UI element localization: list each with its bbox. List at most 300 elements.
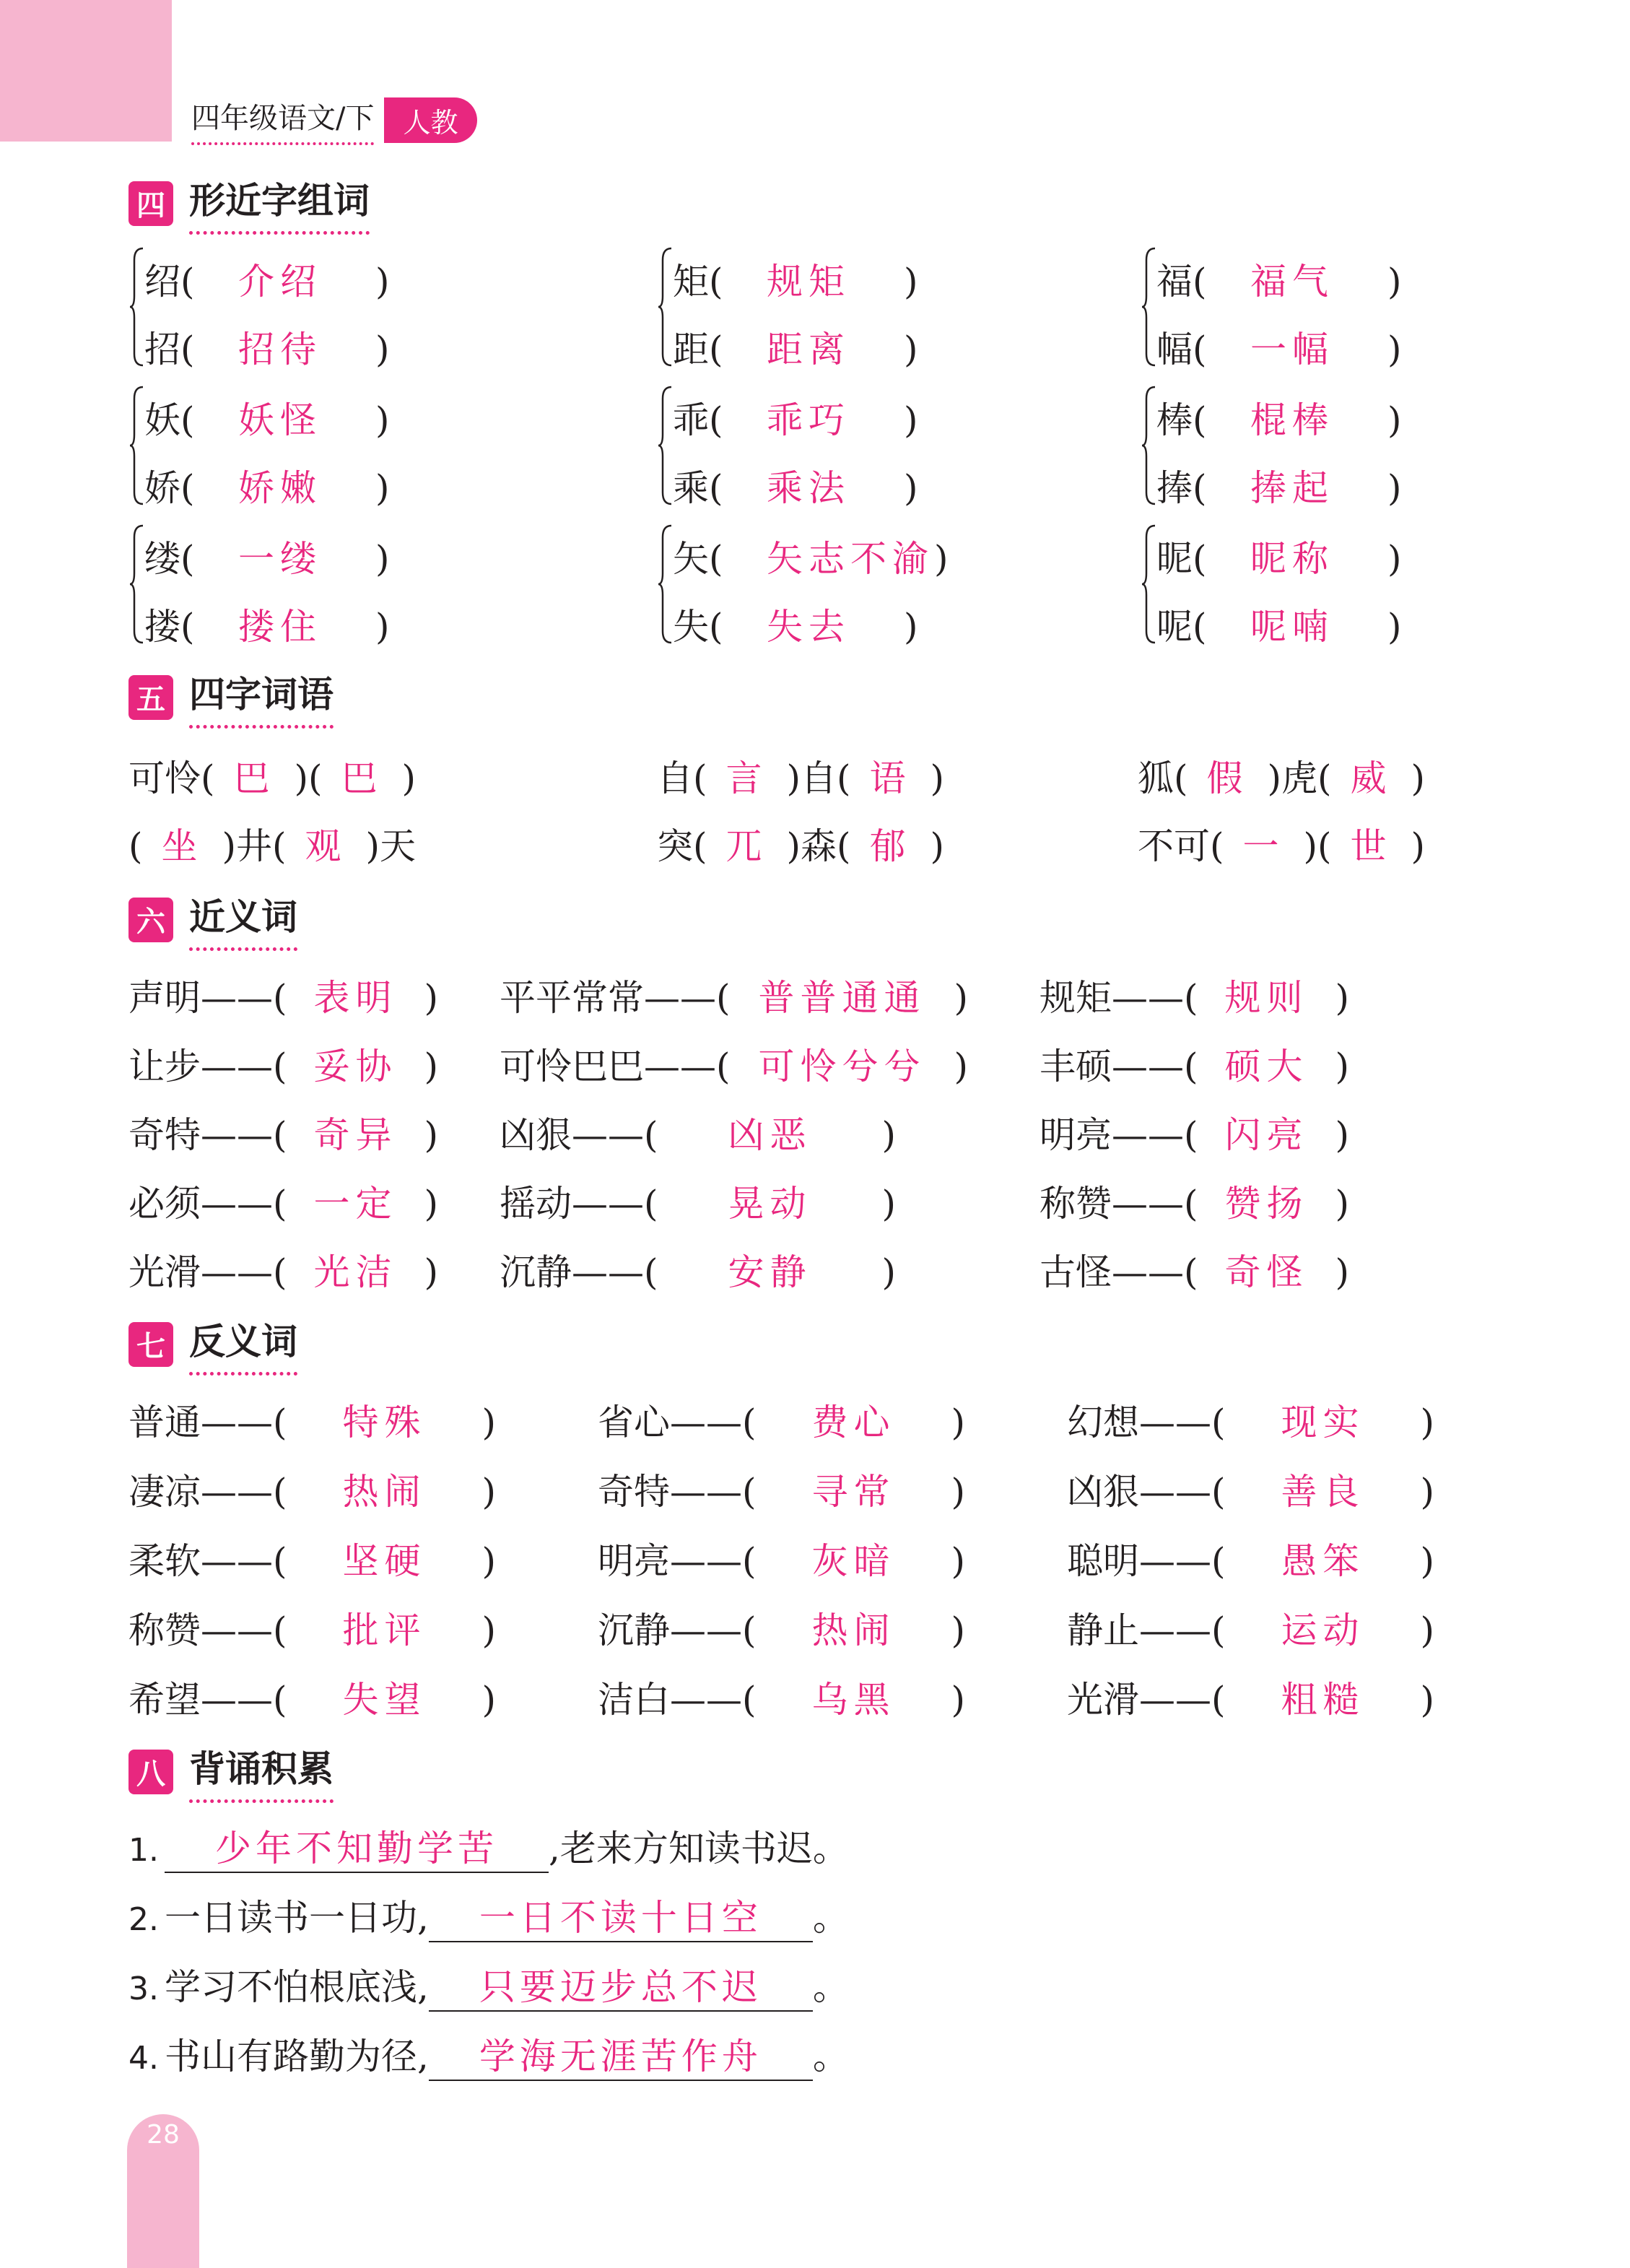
dash: —— [201, 1046, 273, 1087]
answer: 语 [869, 757, 912, 799]
word-pair [128, 1394, 496, 1446]
close-paren: ) [481, 1471, 497, 1513]
dash: —— [644, 1046, 716, 1087]
word-pair [128, 1243, 438, 1295]
answer: 奇怪 [1224, 1251, 1309, 1293]
open-paren: ( [742, 1679, 757, 1721]
answer: 乌黑 [811, 1679, 896, 1721]
dash: —— [201, 1183, 273, 1225]
word-pair [1067, 1602, 1434, 1654]
answer: 凶恶 [728, 1114, 812, 1156]
answer: 娇嫩 [238, 467, 322, 509]
open-paren: ( [1193, 399, 1207, 441]
answer-blank: 学海无涯苦作舟 [429, 2028, 813, 2081]
sentence-text: 书山有路勤为径, [164, 2035, 429, 2077]
answer: 闪亮 [1224, 1114, 1309, 1156]
section-6-title [128, 888, 297, 951]
base-char: 招 [144, 329, 180, 370]
idiom-text: ) [401, 757, 417, 799]
brace-icon [1141, 246, 1156, 368]
open-paren: ( [742, 1609, 757, 1651]
pair-line [144, 598, 390, 650]
open-paren: ( [180, 538, 195, 580]
section-5-number: 五 [128, 675, 173, 720]
answer: 一缕 [238, 538, 322, 580]
base-char: 距 [673, 329, 709, 370]
word-group [1141, 384, 1588, 521]
dash: —— [572, 1183, 644, 1225]
answer: 晃动 [728, 1183, 812, 1225]
dash: —— [201, 1679, 273, 1721]
section-6-number: 六 [128, 898, 173, 942]
base-char: 幅 [1156, 329, 1193, 370]
idiom-text: 自( [657, 757, 707, 799]
answer: 妥协 [313, 1046, 398, 1087]
dash: —— [1112, 1251, 1184, 1293]
close-paren: ) [904, 261, 918, 303]
pair-line [1156, 598, 1402, 650]
word-pair [1067, 1394, 1434, 1446]
base-char: 妖 [144, 399, 180, 441]
word-pair [500, 969, 968, 1021]
item-number: 1. [128, 1832, 159, 1869]
word-pair [500, 1243, 896, 1295]
item-number: 4. [128, 2040, 159, 2077]
open-paren: ( [1211, 1402, 1226, 1443]
pair-line [673, 598, 918, 650]
answer: 言 [725, 757, 768, 799]
answer: 一 [1242, 825, 1285, 867]
base-char: 缕 [144, 538, 180, 580]
recite-item [128, 1889, 849, 1942]
word: 声明 [128, 977, 201, 1019]
answer: 愚笨 [1281, 1540, 1365, 1582]
dash: —— [1112, 1183, 1184, 1225]
answer: 赞扬 [1224, 1183, 1309, 1225]
close-paren: ) [1387, 329, 1402, 370]
open-paren: ( [1211, 1540, 1226, 1582]
answer: 介绍 [238, 261, 322, 303]
open-paren: ( [1184, 977, 1198, 1019]
dash: —— [670, 1609, 742, 1651]
answer: 妖怪 [238, 399, 322, 441]
close-paren: ) [1420, 1471, 1435, 1513]
idiom-item [128, 750, 416, 801]
word-pair [128, 1106, 438, 1158]
idiom-text: )天 [365, 825, 417, 867]
dash: —— [1112, 977, 1184, 1019]
word: 凶狠 [500, 1114, 572, 1156]
brace-icon [657, 523, 673, 646]
open-paren: ( [273, 1251, 287, 1293]
answer: 搂住 [238, 606, 322, 648]
word-pair [1040, 969, 1349, 1021]
brace-icon [1141, 384, 1156, 507]
close-paren: ) [481, 1609, 497, 1651]
answer: 矢志不渝 [767, 538, 934, 580]
answer: 规则 [1224, 977, 1309, 1019]
open-paren: ( [709, 329, 723, 370]
recite-item [128, 2028, 849, 2081]
answer: 寻常 [811, 1471, 896, 1513]
dash: —— [572, 1251, 644, 1293]
word: 奇特 [598, 1471, 670, 1513]
word-group [128, 246, 576, 383]
open-paren: ( [644, 1251, 658, 1293]
recite-item [128, 1958, 849, 2012]
dash: —— [572, 1114, 644, 1156]
answer: 巴 [233, 757, 276, 799]
open-paren: ( [716, 977, 731, 1019]
answer: 硕大 [1224, 1046, 1309, 1087]
answer: 福气 [1250, 261, 1334, 303]
brace-icon [657, 246, 673, 368]
base-char: 棒 [1156, 399, 1193, 441]
answer: 可怜兮兮 [758, 1046, 926, 1087]
word-pair [1040, 1038, 1349, 1090]
close-paren: ) [1335, 1183, 1350, 1225]
answer-blank: 少年不知勤学苦 [165, 1820, 549, 1873]
close-paren: ) [375, 261, 390, 303]
word: 奇特 [128, 1114, 201, 1156]
answer: 善良 [1281, 1471, 1365, 1513]
open-paren: ( [1193, 538, 1207, 580]
close-paren: ) [904, 329, 918, 370]
base-char: 捧 [1156, 467, 1193, 509]
answer: 假 [1206, 757, 1249, 799]
answer: 运动 [1281, 1609, 1365, 1651]
word-pair [500, 1106, 896, 1158]
close-paren: ) [1335, 1251, 1350, 1293]
dash: —— [1112, 1114, 1184, 1156]
section-7-label: 反义词 [189, 1313, 297, 1376]
pair-line [144, 391, 390, 443]
word: 光滑 [128, 1251, 201, 1293]
word-pair [500, 1038, 968, 1090]
close-paren: ) [881, 1251, 897, 1293]
open-paren: ( [180, 399, 195, 441]
answer: 乖巧 [767, 399, 850, 441]
word: 摇动 [500, 1183, 572, 1225]
word-pair [128, 1175, 438, 1227]
answer: 粗糙 [1281, 1679, 1365, 1721]
idiom-text: ( [128, 825, 143, 867]
word-pair [1040, 1175, 1349, 1227]
answer: 坚硬 [342, 1540, 427, 1582]
close-paren: ) [424, 1183, 439, 1225]
dash: —— [670, 1679, 742, 1721]
close-paren: ) [481, 1402, 497, 1443]
word-group [1141, 246, 1588, 383]
open-paren: ( [644, 1183, 658, 1225]
open-paren: ( [1193, 329, 1207, 370]
word-group [657, 246, 1104, 383]
pair-line [1156, 321, 1402, 373]
open-paren: ( [180, 261, 195, 303]
open-paren: ( [709, 399, 723, 441]
word: 沉静 [598, 1609, 670, 1651]
item-number: 2. [128, 1901, 159, 1938]
open-paren: ( [1211, 1609, 1226, 1651]
sentence-text: 一日读书一日功, [164, 1897, 429, 1939]
word: 沉静 [500, 1251, 572, 1293]
close-paren: ) [1387, 399, 1402, 441]
base-char: 乘 [673, 467, 709, 509]
answer: 规矩 [767, 261, 850, 303]
base-char: 呢 [1156, 606, 1193, 648]
dash: —— [1139, 1471, 1211, 1513]
open-paren: ( [273, 1114, 287, 1156]
word-pair [1067, 1532, 1434, 1584]
close-paren: ) [951, 1679, 966, 1721]
grade-label: 四年级语文/下 [191, 95, 374, 145]
idiom-text: ) [930, 825, 945, 867]
open-paren: ( [1193, 606, 1207, 648]
dash: —— [1112, 1046, 1184, 1087]
dash: —— [670, 1540, 742, 1582]
section-8-number: 八 [128, 1750, 173, 1794]
close-paren: ) [904, 399, 918, 441]
section-6-label: 近义词 [189, 888, 297, 951]
answer: 呢喃 [1250, 606, 1334, 648]
idiom-item [1138, 817, 1425, 869]
close-paren: ) [481, 1679, 497, 1721]
word: 聪明 [1067, 1540, 1139, 1582]
close-paren: ) [375, 606, 390, 648]
idiom-item [657, 817, 944, 869]
answer: 光洁 [313, 1251, 398, 1293]
brace-icon [128, 523, 144, 646]
item-number: 3. [128, 1971, 159, 2007]
word-pair [598, 1532, 965, 1584]
sentence-text: 。 [812, 1966, 849, 2008]
close-paren: ) [375, 538, 390, 580]
section-4-label: 形近字组词 [189, 172, 370, 235]
answer: 巴 [341, 757, 383, 799]
word: 光滑 [1067, 1679, 1139, 1721]
answer: 棍棒 [1250, 399, 1334, 441]
answer: 热闹 [811, 1609, 896, 1651]
pair-line [144, 253, 390, 305]
dash: —— [1139, 1609, 1211, 1651]
open-paren: ( [1193, 467, 1207, 509]
section-8-label: 背诵积累 [189, 1740, 334, 1803]
dash: —— [201, 1114, 273, 1156]
open-paren: ( [273, 977, 287, 1019]
brace-icon [128, 246, 144, 368]
word-pair [500, 1175, 896, 1227]
idiom-text: ) [1411, 825, 1426, 867]
close-paren: ) [951, 1609, 966, 1651]
pair-line [1156, 391, 1402, 443]
word-group [1141, 523, 1588, 660]
word: 明亮 [1040, 1114, 1112, 1156]
word-pair [1067, 1671, 1434, 1723]
answer: 坐 [161, 825, 204, 867]
open-paren: ( [709, 606, 723, 648]
open-paren: ( [742, 1471, 757, 1513]
idiom-text: ) [1411, 757, 1426, 799]
idiom-text: 可怜( [128, 757, 215, 799]
open-paren: ( [716, 1046, 731, 1087]
open-paren: ( [709, 538, 723, 580]
word: 幻想 [1067, 1402, 1139, 1443]
open-paren: ( [273, 1183, 287, 1225]
word: 必须 [128, 1183, 201, 1225]
open-paren: ( [742, 1402, 757, 1443]
answer: 失望 [342, 1679, 427, 1721]
dash: —— [670, 1471, 742, 1513]
open-paren: ( [1184, 1114, 1198, 1156]
word-group [657, 384, 1104, 521]
brace-icon [1141, 523, 1156, 646]
word: 凄凉 [128, 1471, 201, 1513]
close-paren: ) [904, 606, 918, 648]
section-8-title [128, 1740, 334, 1803]
close-paren: ) [881, 1114, 897, 1156]
close-paren: ) [904, 467, 918, 509]
answer: 郁 [869, 825, 912, 867]
answer: 一定 [313, 1183, 398, 1225]
base-char: 搂 [144, 606, 180, 648]
sentence-text: ,老来方知读书迟。 [548, 1828, 849, 1869]
dash: —— [1139, 1402, 1211, 1443]
close-paren: ) [481, 1540, 497, 1582]
idiom-item [128, 817, 416, 869]
word: 柔软 [128, 1540, 201, 1582]
answer: 招待 [238, 329, 322, 370]
dash: —— [201, 1540, 273, 1582]
answer: 乘法 [767, 467, 850, 509]
word-pair [598, 1463, 965, 1515]
answer: 热闹 [342, 1471, 427, 1513]
open-paren: ( [1184, 1046, 1198, 1087]
edition-badge: 人教 [384, 97, 476, 143]
close-paren: ) [1387, 467, 1402, 509]
section-7-title [128, 1313, 297, 1376]
open-paren: ( [1184, 1251, 1198, 1293]
word-group [657, 523, 1104, 660]
idiom-text: 不可( [1138, 825, 1224, 867]
pair-line [673, 253, 918, 305]
word-group [128, 384, 576, 521]
close-paren: ) [951, 1471, 966, 1513]
word: 可怜巴巴 [500, 1046, 644, 1087]
answer: 批评 [342, 1609, 427, 1651]
pair-line [673, 321, 918, 373]
pair-line [144, 459, 390, 511]
idiom-text: )井( [222, 825, 287, 867]
answer: 威 [1350, 757, 1393, 799]
sentence-text: 学习不怕根底浅, [164, 1966, 429, 2008]
word-pair [1040, 1106, 1349, 1158]
word: 规矩 [1040, 977, 1112, 1019]
section-5-label: 四字词语 [189, 666, 334, 729]
close-paren: ) [1420, 1679, 1435, 1721]
open-paren: ( [180, 467, 195, 509]
idiom-text: )( [294, 757, 323, 799]
word-pair [598, 1394, 965, 1446]
pair-line [144, 530, 390, 582]
section-4-title [128, 172, 370, 235]
word: 平平常常 [500, 977, 644, 1019]
idiom-text: )自( [786, 757, 851, 799]
recite-item [128, 1820, 849, 1873]
answer: 特殊 [342, 1402, 427, 1443]
idiom-text: ) [930, 757, 945, 799]
idiom-item [657, 750, 944, 801]
idiom-item [1138, 750, 1425, 801]
word: 普通 [128, 1402, 201, 1443]
brace-icon [657, 384, 673, 507]
close-paren: ) [1387, 538, 1402, 580]
close-paren: ) [1420, 1402, 1435, 1443]
pair-line [144, 321, 390, 373]
base-char: 乖 [673, 399, 709, 441]
open-paren: ( [180, 606, 195, 648]
word-pair [128, 1038, 438, 1090]
close-paren: ) [1387, 261, 1402, 303]
open-paren: ( [273, 1679, 287, 1721]
dash: —— [1139, 1679, 1211, 1721]
close-paren: ) [951, 1402, 966, 1443]
base-char: 娇 [144, 467, 180, 509]
open-paren: ( [1211, 1471, 1226, 1513]
base-char: 昵 [1156, 538, 1193, 580]
word: 丰硕 [1040, 1046, 1112, 1087]
word: 古怪 [1040, 1251, 1112, 1293]
pair-line [1156, 253, 1402, 305]
dash: —— [201, 1251, 273, 1293]
idiom-text: 突( [657, 825, 707, 867]
close-paren: ) [424, 1046, 439, 1087]
base-char: 失 [673, 606, 709, 648]
open-paren: ( [273, 1402, 287, 1443]
answer: 距离 [767, 329, 850, 370]
section-4-number: 四 [128, 181, 173, 226]
open-paren: ( [273, 1540, 287, 1582]
word: 称赞 [1040, 1183, 1112, 1225]
close-paren: ) [1387, 606, 1402, 648]
corner-decoration [0, 0, 172, 142]
word-pair [128, 969, 438, 1021]
close-paren: ) [375, 329, 390, 370]
word: 让步 [128, 1046, 201, 1087]
word-pair [598, 1671, 965, 1723]
dash: —— [670, 1402, 742, 1443]
close-paren: ) [954, 977, 969, 1019]
page-header [191, 95, 477, 145]
close-paren: ) [424, 977, 439, 1019]
sentence-text: 。 [812, 2035, 849, 2077]
answer: 费心 [811, 1402, 896, 1443]
word: 省心 [598, 1402, 670, 1443]
answer: 灰暗 [811, 1540, 896, 1582]
dash: —— [201, 1609, 273, 1651]
base-char: 福 [1156, 261, 1193, 303]
word: 凶狠 [1067, 1471, 1139, 1513]
answer-blank: 一日不读十日空 [429, 1889, 813, 1942]
page-number: 28 [147, 2120, 180, 2150]
brace-icon [128, 384, 144, 507]
answer: 表明 [313, 977, 398, 1019]
section-7-number: 七 [128, 1322, 173, 1367]
word: 洁白 [598, 1679, 670, 1721]
open-paren: ( [644, 1114, 658, 1156]
word-pair [598, 1602, 965, 1654]
dash: —— [201, 1402, 273, 1443]
close-paren: ) [375, 467, 390, 509]
